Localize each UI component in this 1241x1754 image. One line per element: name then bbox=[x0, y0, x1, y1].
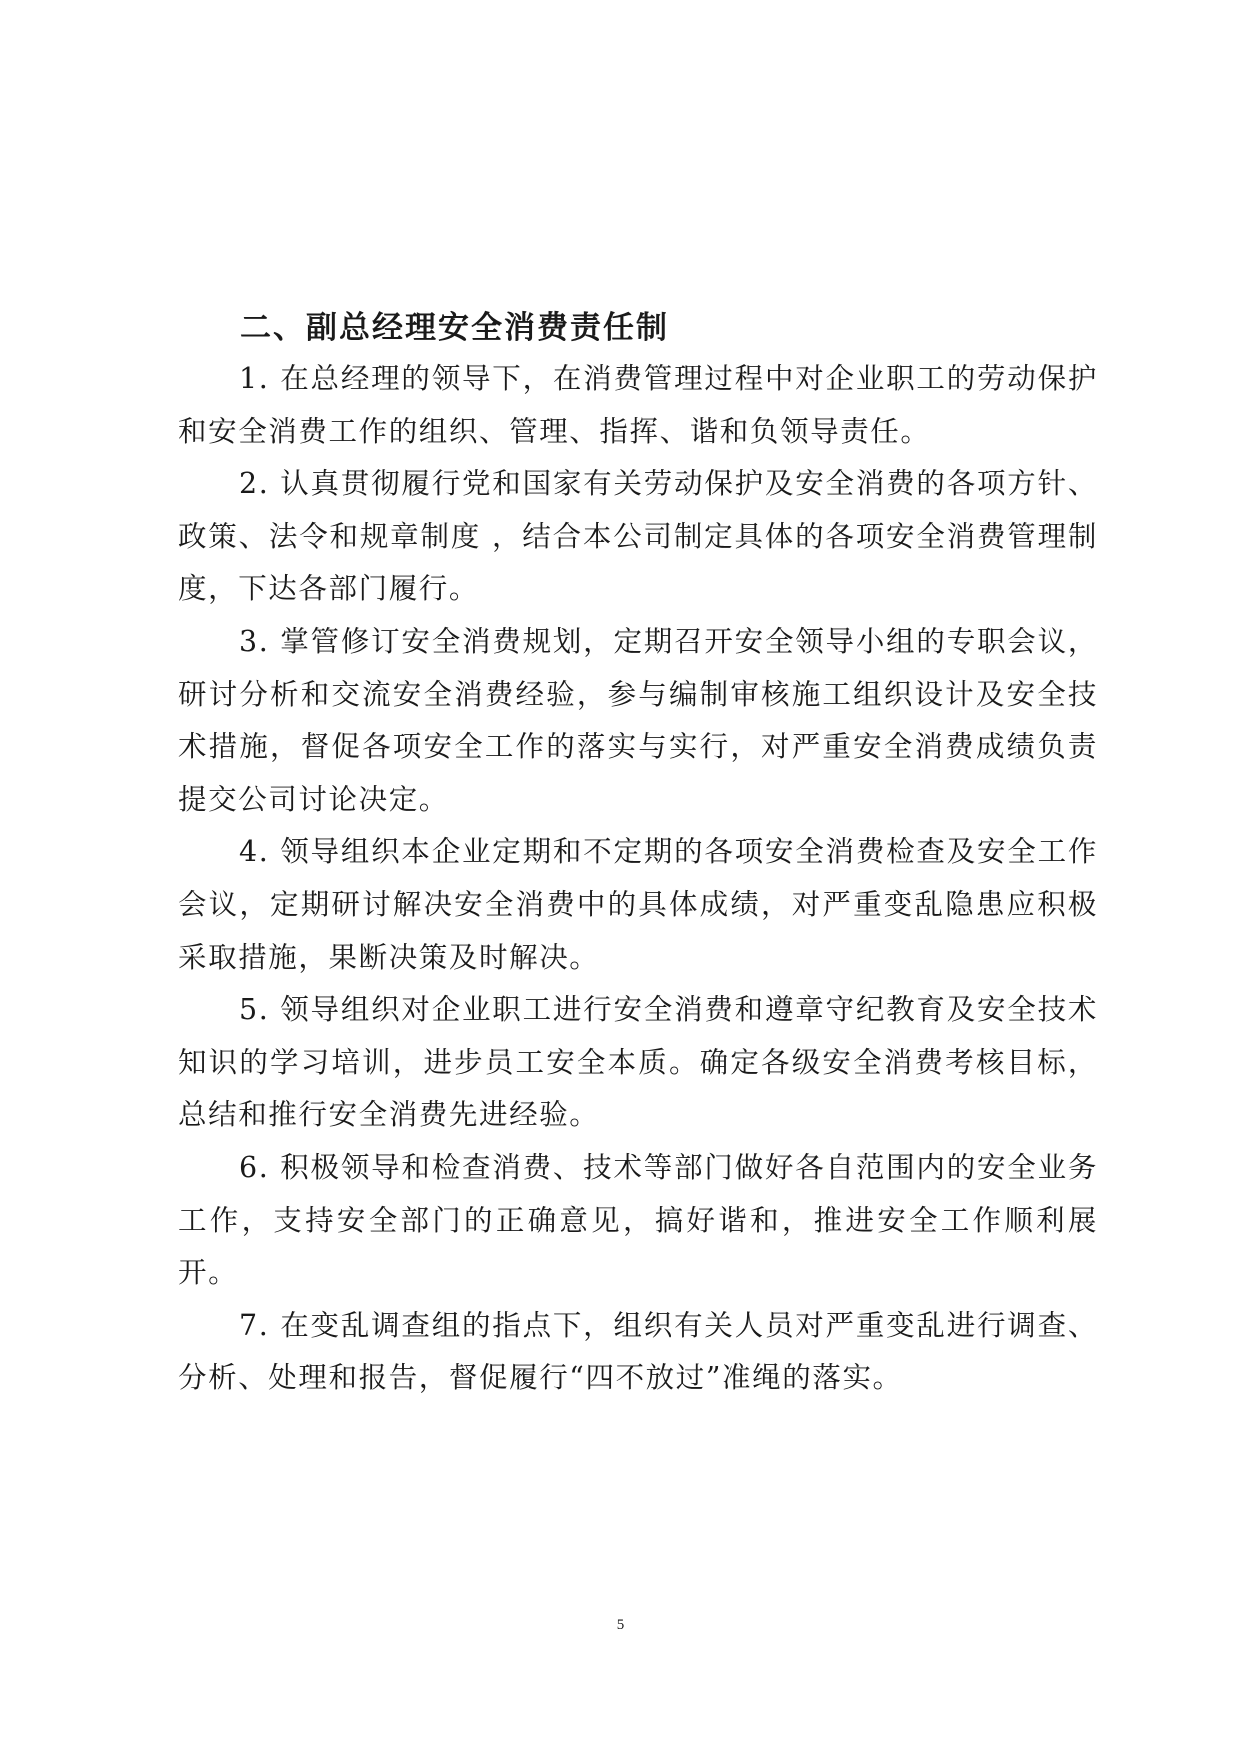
paragraph-5: 5. 领导组织对企业职工进行安全消费和遵章守纪教育及安全技术知识的学习培训，进步员工安全本质。确定各级安全消费考核目标，总结和推行安全消费先进经验。 bbox=[178, 993, 1098, 1132]
paragraph-6: 6. 积极领导和检查消费、技术等部门做好各自范围内的安全业务工作，支持安全部门的正确意见，搞好谐和，推进安全工作顺利展开。 bbox=[178, 1150, 1098, 1290]
section-heading: 二、副总经理安全消费责任制 bbox=[240, 310, 669, 346]
paragraph-4: 4. 领导组织本企业定期和不定期的各项安全消费检查及安全工作会议，定期研讨解决安全消费中的具体成绩，对严重变乱隐患应积极采取措施，果断决策及时解决。 bbox=[178, 835, 1098, 974]
paragraph-1: 1. 在总经理的领导下，在消费管理过程中对企业职工的劳动保护和安全消费工作的组织、管理、指挥、谐和负领导责任。 bbox=[178, 362, 1098, 448]
document-body bbox=[178, 303, 1098, 1405]
paragraph-7: 7. 在变乱调查组的指点下，组织有关人员对严重变乱进行调查、分析、处理和报告，督促履行“四不放过”准绳的落实。 bbox=[178, 1308, 1098, 1395]
page-number: 5 bbox=[616, 1617, 625, 1633]
paragraph-3: 3. 掌管修订安全消费规划，定期召开安全领导小组的专职会议，研讨分析和交流安全消费经验，参与编制审核施工组织设计及安全技术措施，督促各项安全工作的落实与实行，对严重安全消费成绩负责提交公司讨论决定。 bbox=[178, 624, 1098, 816]
paragraph-2: 2. 认真贯彻履行党和国家有关劳动保护及安全消费的各项方针、政策、法令和规章制度 ，结合本公司制定具体的各项安全消费管理制度，下达各部门履行。 bbox=[178, 467, 1098, 606]
